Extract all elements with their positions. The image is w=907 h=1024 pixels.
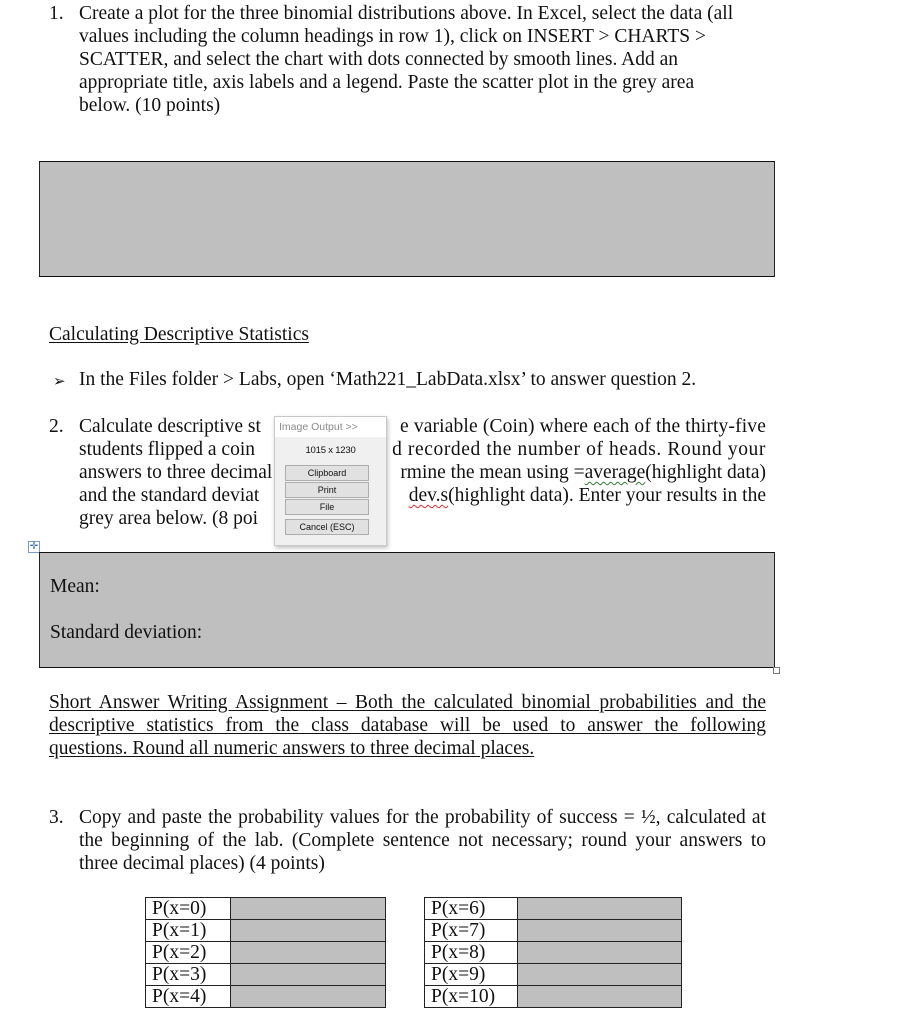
short-answer-line: Short Answer Writing Assignment – Both the calculated binomial probabilities and the bbox=[49, 692, 766, 713]
question-2-fragment bbox=[383, 461, 766, 484]
question-1-line: values including the column headings in row 1), click on INSERT > CHARTS > bbox=[79, 26, 706, 47]
question-2-fragment: grey area below. (8 poi bbox=[79, 508, 259, 529]
prob-label: P(x=6) bbox=[425, 898, 518, 920]
stats-answer-box[interactable] bbox=[39, 552, 775, 668]
question-3-line: three decimal places) (4 points) bbox=[79, 853, 325, 874]
prob-value-cell[interactable] bbox=[518, 942, 682, 964]
image-dimensions: 1015 x 1230 bbox=[305, 445, 356, 456]
question-2-fragment: students flipped a coin bbox=[79, 439, 256, 460]
question-2-fragment: Calculate descriptive st bbox=[79, 416, 261, 437]
instruction-text: In the Files folder > Labs, open ‘Math221_LabData.xlsx’ to answer question 2. bbox=[79, 369, 697, 390]
question-3-line: the beginning of the lab. (Complete sentence not necessary; round your answers to bbox=[79, 830, 766, 851]
prob-label: P(x=10) bbox=[425, 986, 518, 1008]
table-row bbox=[425, 964, 682, 986]
question-3-text bbox=[79, 806, 766, 875]
text-span: (highlight data). Enter your results in the bbox=[448, 485, 766, 506]
prob-value-cell[interactable] bbox=[231, 964, 386, 986]
plot-paste-area[interactable] bbox=[39, 161, 775, 277]
question-2-right-column bbox=[383, 415, 766, 507]
question-1-line: SCATTER, and select the chart with dots connected by smooth lines. Add an bbox=[79, 49, 678, 70]
question-1-number: 1. bbox=[49, 3, 64, 24]
question-2-fragment: d recorded the number of heads. Round your bbox=[392, 439, 766, 460]
probability-table-left bbox=[145, 897, 386, 1008]
mean-label: Mean: bbox=[50, 576, 100, 597]
question-2-fragment bbox=[383, 484, 766, 507]
table-row bbox=[146, 986, 386, 1008]
prob-label: P(x=7) bbox=[425, 920, 518, 942]
popup-title[interactable]: Image Output >> bbox=[275, 417, 386, 437]
question-2-number: 2. bbox=[49, 416, 64, 437]
text-span: (highlight data) bbox=[645, 462, 766, 483]
prob-label: P(x=8) bbox=[425, 942, 518, 964]
prob-value-cell[interactable] bbox=[231, 920, 386, 942]
section-heading: Calculating Descriptive Statistics bbox=[49, 324, 309, 345]
short-answer-heading bbox=[49, 691, 766, 760]
print-button[interactable]: Print bbox=[285, 482, 369, 498]
question-2-fragment: answers to three decimal bbox=[79, 462, 273, 483]
table-row bbox=[146, 920, 386, 942]
question-1 bbox=[49, 2, 771, 117]
probability-table-right bbox=[424, 897, 682, 1008]
question-1-line: appropriate title, axis labels and a legend. Paste the scatter plot in the grey area bbox=[79, 72, 695, 93]
short-answer-line: descriptive statistics from the class database will be used to answer the following bbox=[49, 715, 766, 736]
question-3-line: Copy and paste the probability values for the probability of success = ½, calculated at bbox=[79, 807, 766, 828]
file-button[interactable]: File bbox=[285, 499, 369, 515]
question-2-left-column bbox=[79, 415, 275, 530]
question-2-fragment: and the standard deviat bbox=[79, 485, 260, 506]
prob-label: P(x=2) bbox=[146, 942, 231, 964]
prob-label: P(x=0) bbox=[146, 898, 231, 920]
question-2-fragment: e variable (Coin) where each of the thirty-five bbox=[399, 416, 766, 437]
spelling-flag: dev.s bbox=[408, 485, 449, 506]
table-row bbox=[146, 964, 386, 986]
grammar-flag: average bbox=[584, 462, 646, 483]
prob-label: P(x=4) bbox=[146, 986, 231, 1008]
prob-value-cell[interactable] bbox=[518, 964, 682, 986]
cancel-button[interactable]: Cancel (ESC) bbox=[285, 519, 369, 535]
question-1-line: Create a plot for the three binomial distributions above. In Excel, select the data (all bbox=[79, 3, 734, 24]
short-answer-line: questions. Round all numeric answers to three decimal places. bbox=[49, 738, 535, 759]
table-row bbox=[425, 986, 682, 1008]
prob-value-cell[interactable] bbox=[231, 942, 386, 964]
image-output-popup bbox=[274, 416, 387, 546]
prob-value-cell[interactable] bbox=[518, 898, 682, 920]
std-deviation-label: Standard deviation: bbox=[50, 622, 203, 643]
table-row bbox=[425, 920, 682, 942]
question-3-number: 3. bbox=[49, 807, 64, 828]
prob-value-cell[interactable] bbox=[518, 986, 682, 1008]
table-resize-handle[interactable] bbox=[773, 667, 780, 674]
table-row bbox=[146, 942, 386, 964]
table-row bbox=[425, 942, 682, 964]
clipboard-button[interactable]: Clipboard bbox=[285, 465, 369, 481]
question-1-text bbox=[79, 2, 771, 117]
text-span: rmine the mean using = bbox=[400, 462, 585, 483]
prob-value-cell[interactable] bbox=[518, 920, 682, 942]
arrow-bullet-icon: ➢ bbox=[53, 374, 66, 390]
table-row bbox=[146, 898, 386, 920]
question-1-line: below. (10 points) bbox=[79, 95, 221, 116]
prob-label: P(x=9) bbox=[425, 964, 518, 986]
prob-label: P(x=3) bbox=[146, 964, 231, 986]
prob-label: P(x=1) bbox=[146, 920, 231, 942]
prob-value-cell[interactable] bbox=[231, 986, 386, 1008]
table-move-handle-icon[interactable]: ✛ bbox=[29, 541, 39, 552]
table-row bbox=[425, 898, 682, 920]
prob-value-cell[interactable] bbox=[231, 898, 386, 920]
